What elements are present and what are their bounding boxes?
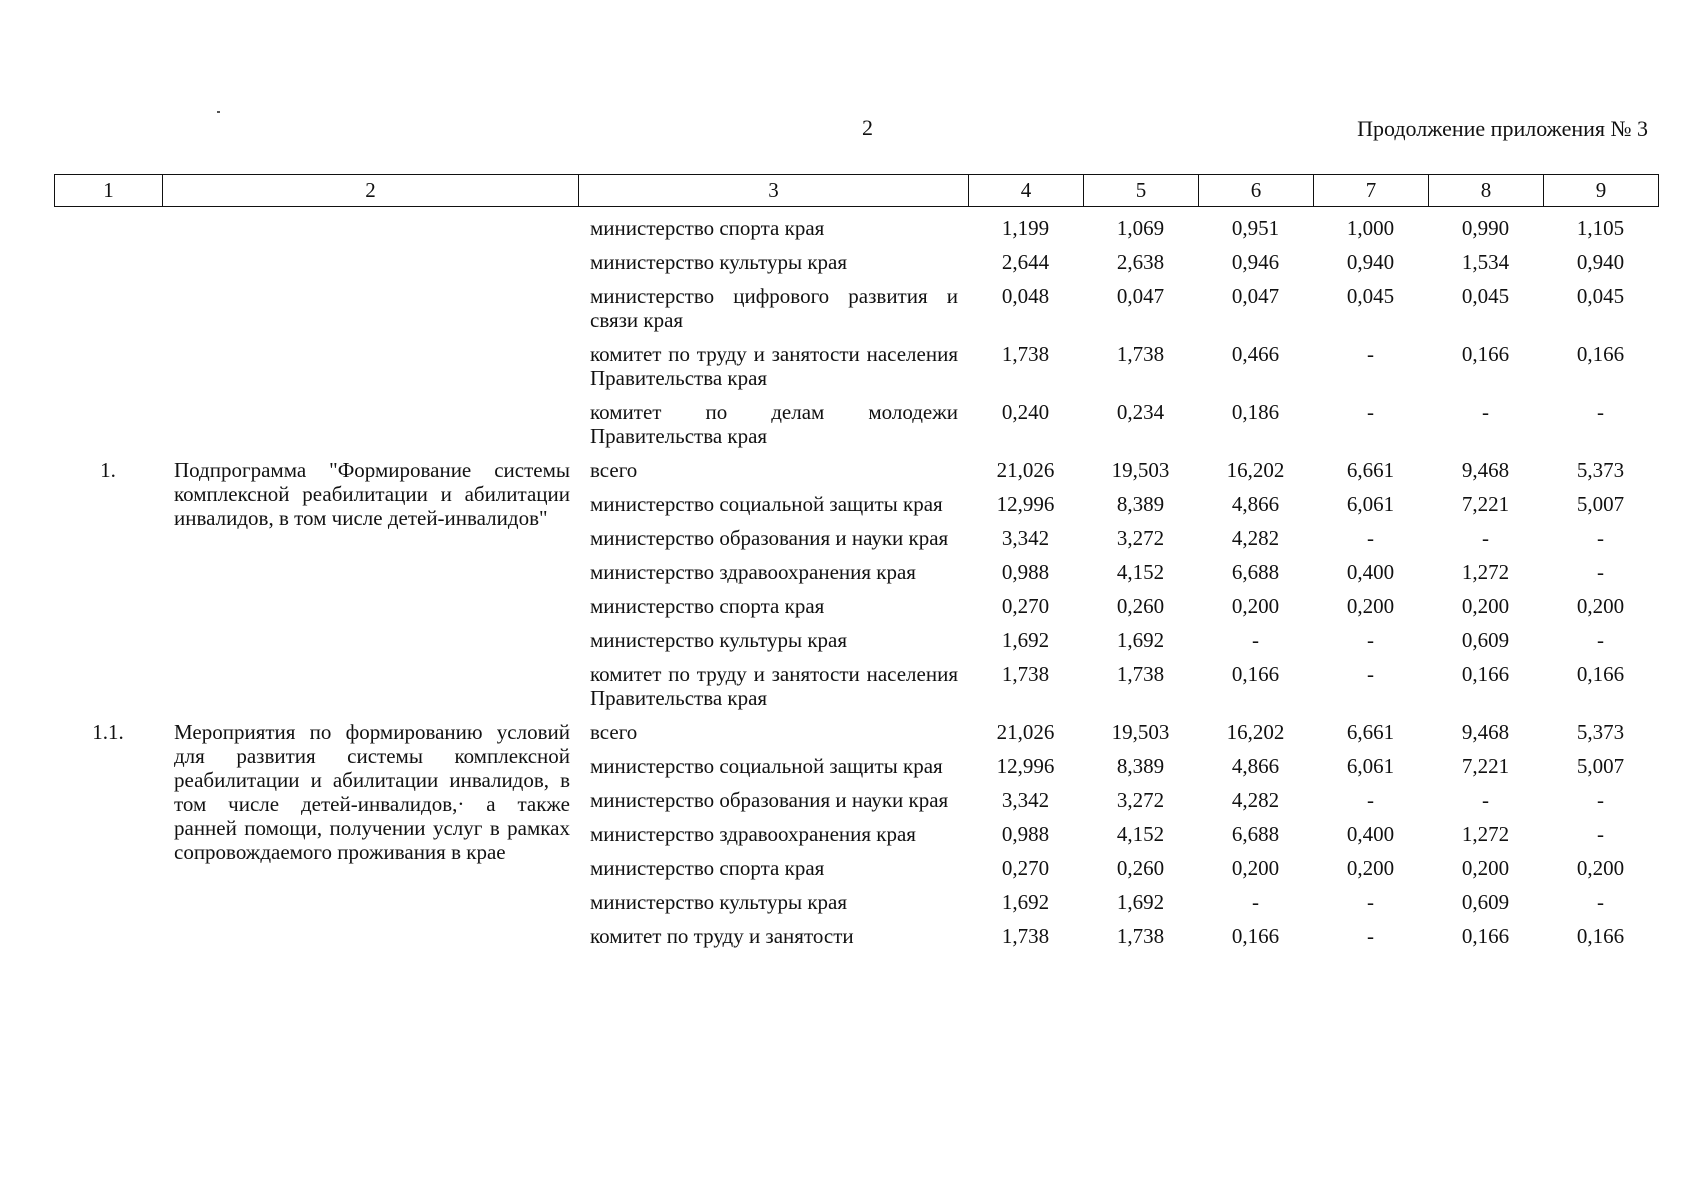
agency-name: министерство здравоохранения края <box>590 560 916 584</box>
program-name: Подпрограмма "Формирование системы комплексной реабилитации и абилитации инвалидов, в том числе детей-инвалидов" <box>174 458 570 530</box>
value-cell: 3,342 <box>1001 788 1050 812</box>
value-cell: 0,045 <box>1461 284 1510 308</box>
value-cell: 0,166 <box>1231 662 1280 686</box>
value-cell: - <box>1597 788 1604 812</box>
value-cell: 5,007 <box>1576 754 1625 778</box>
value-cell: - <box>1597 560 1604 584</box>
table-row <box>54 338 1658 396</box>
value-cell: 21,026 <box>996 458 1055 482</box>
agency-name: министерство социальной защиты края <box>590 754 943 778</box>
value-cell: - <box>1367 924 1374 948</box>
value-cell: 8,389 <box>1116 492 1165 516</box>
value-cell: 1,692 <box>1001 890 1050 914</box>
value-cell: - <box>1597 628 1604 652</box>
value-cell: 5,373 <box>1576 720 1625 744</box>
table-row <box>54 396 1658 454</box>
value-cell: 0,200 <box>1576 594 1625 618</box>
value-cell: 4,282 <box>1231 526 1280 550</box>
item-number <box>54 338 162 396</box>
header-cell: 4 <box>969 175 1084 207</box>
header-cell: 9 <box>1544 175 1659 207</box>
page-number: 2 <box>862 115 873 140</box>
value-cell: 0,988 <box>1001 822 1050 846</box>
header-cell: 2 <box>163 175 579 207</box>
agency-name: министерство цифрового развития и связи края <box>590 284 958 332</box>
value-cell: 0,047 <box>1116 284 1165 308</box>
value-cell: 1,534 <box>1461 250 1510 274</box>
value-cell: 0,166 <box>1576 924 1625 948</box>
agency-name: комитет по труду и занятости населения Правительства края <box>590 662 958 710</box>
value-cell: 0,988 <box>1001 560 1050 584</box>
value-cell: 1,738 <box>1001 342 1050 366</box>
value-cell: 0,940 <box>1576 250 1625 274</box>
value-cell: 0,260 <box>1116 594 1165 618</box>
continuation-label: Продолжение приложения № 3 <box>1357 116 1648 141</box>
program-name <box>162 212 578 246</box>
value-cell: 0,048 <box>1001 284 1050 308</box>
table-row <box>54 716 1658 750</box>
item-number <box>54 246 162 280</box>
column-number-header <box>54 174 1659 207</box>
value-cell: 9,468 <box>1461 720 1510 744</box>
table-row <box>54 454 1658 488</box>
value-cell: - <box>1367 628 1374 652</box>
value-cell: - <box>1252 628 1259 652</box>
agency-name: министерство спорта края <box>590 594 825 618</box>
item-number <box>54 212 162 246</box>
header-cell: 3 <box>579 175 969 207</box>
agency-name: комитет по труду и занятости населения Правительства края <box>590 342 958 390</box>
value-cell: 0,609 <box>1461 628 1510 652</box>
value-cell: 3,342 <box>1001 526 1050 550</box>
value-cell: 0,609 <box>1461 890 1510 914</box>
value-cell: 0,166 <box>1461 342 1510 366</box>
value-cell: 0,234 <box>1116 400 1165 424</box>
value-cell: 5,007 <box>1576 492 1625 516</box>
value-cell: 0,270 <box>1001 594 1050 618</box>
value-cell: 8,389 <box>1116 754 1165 778</box>
value-cell: 16,202 <box>1226 720 1285 744</box>
value-cell: 6,661 <box>1346 458 1395 482</box>
value-cell: 0,166 <box>1461 662 1510 686</box>
value-cell: 19,503 <box>1111 720 1170 744</box>
value-cell: 1,738 <box>1116 662 1165 686</box>
agency-name: министерство образования и науки края <box>590 788 949 812</box>
value-cell: - <box>1597 822 1604 846</box>
value-cell: 4,866 <box>1231 754 1280 778</box>
value-cell: 1,105 <box>1576 216 1625 240</box>
value-cell: 0,990 <box>1461 216 1510 240</box>
agency-name: министерство здравоохранения края <box>590 822 916 846</box>
value-cell: 0,200 <box>1231 594 1280 618</box>
item-number <box>54 396 162 454</box>
agency-name: министерство культуры края <box>590 890 848 914</box>
value-cell: 1,738 <box>1001 662 1050 686</box>
table-row <box>54 212 1658 246</box>
scan-speck <box>217 111 220 113</box>
value-cell: 0,260 <box>1116 856 1165 880</box>
value-cell: 0,200 <box>1461 856 1510 880</box>
value-cell: 21,026 <box>996 720 1055 744</box>
value-cell: - <box>1252 890 1259 914</box>
value-cell: 0,166 <box>1576 342 1625 366</box>
value-cell: 1,000 <box>1346 216 1395 240</box>
value-cell: 5,373 <box>1576 458 1625 482</box>
value-cell: 2,644 <box>1001 250 1050 274</box>
table-row <box>54 280 1658 338</box>
agency-name: комитет по делам молодежи Правительства края <box>590 400 958 448</box>
value-cell: 1,738 <box>1001 924 1050 948</box>
value-cell: 1,692 <box>1116 890 1165 914</box>
value-cell: 0,200 <box>1346 594 1395 618</box>
agency-name: министерство культуры края <box>590 250 848 274</box>
program-name <box>162 396 578 454</box>
program-name <box>162 280 578 338</box>
agency-name: всего <box>590 720 638 744</box>
value-cell: 16,202 <box>1226 458 1285 482</box>
value-cell: - <box>1597 526 1604 550</box>
value-cell: 0,047 <box>1231 284 1280 308</box>
item-number <box>54 280 162 338</box>
value-cell: 6,061 <box>1346 492 1395 516</box>
value-cell: - <box>1482 400 1489 424</box>
value-cell: 0,200 <box>1576 856 1625 880</box>
value-cell: 0,270 <box>1001 856 1050 880</box>
value-cell: 1,272 <box>1461 822 1510 846</box>
value-cell: 6,688 <box>1231 822 1280 846</box>
value-cell: - <box>1597 890 1604 914</box>
value-cell: 0,240 <box>1001 400 1050 424</box>
value-cell: 1,199 <box>1001 216 1050 240</box>
value-cell: - <box>1367 662 1374 686</box>
value-cell: 0,200 <box>1461 594 1510 618</box>
value-cell: 12,996 <box>996 754 1055 778</box>
agency-name: министерство социальной защиты края <box>590 492 943 516</box>
item-number: 1. <box>100 458 116 482</box>
value-cell: 1,692 <box>1116 628 1165 652</box>
value-cell: 7,221 <box>1461 754 1510 778</box>
agency-name: министерство спорта края <box>590 856 825 880</box>
value-cell: 0,200 <box>1231 856 1280 880</box>
value-cell: - <box>1367 400 1374 424</box>
header-cell: 6 <box>1199 175 1314 207</box>
value-cell: 0,400 <box>1346 822 1395 846</box>
agency-name: министерство образования и науки края <box>590 526 949 550</box>
value-cell: - <box>1367 342 1374 366</box>
agency-name: всего <box>590 458 638 482</box>
value-cell: - <box>1367 788 1374 812</box>
value-cell: 0,946 <box>1231 250 1280 274</box>
agency-name: министерство спорта края <box>590 216 825 240</box>
value-cell: - <box>1597 400 1604 424</box>
value-cell: 4,152 <box>1116 822 1165 846</box>
program-name <box>162 338 578 396</box>
value-cell: 3,272 <box>1116 788 1165 812</box>
value-cell: 0,951 <box>1231 216 1280 240</box>
value-cell: 0,466 <box>1231 342 1280 366</box>
value-cell: 9,468 <box>1461 458 1510 482</box>
value-cell: 1,069 <box>1116 216 1165 240</box>
program-name: Мероприятия по формированию условий для развития системы комплексной реабилитации и абилитации инвалидов, в том числе детей-инвалидов,· а также ранней помощи, получении услуг в рамках сопровождаемого проживания в крае <box>174 720 570 864</box>
value-cell: 0,200 <box>1346 856 1395 880</box>
value-cell: 19,503 <box>1111 458 1170 482</box>
value-cell: 12,996 <box>996 492 1055 516</box>
value-cell: 1,738 <box>1116 342 1165 366</box>
value-cell: 0,400 <box>1346 560 1395 584</box>
value-cell: 4,282 <box>1231 788 1280 812</box>
value-cell: 0,166 <box>1576 662 1625 686</box>
value-cell: 6,688 <box>1231 560 1280 584</box>
agency-name: министерство культуры края <box>590 628 848 652</box>
value-cell: 0,186 <box>1231 400 1280 424</box>
value-cell: 3,272 <box>1116 526 1165 550</box>
value-cell: 1,692 <box>1001 628 1050 652</box>
value-cell: 6,661 <box>1346 720 1395 744</box>
header-cell: 1 <box>55 175 163 207</box>
value-cell: - <box>1482 526 1489 550</box>
value-cell: - <box>1367 526 1374 550</box>
funding-table <box>54 212 1658 954</box>
program-name <box>162 246 578 280</box>
value-cell: 7,221 <box>1461 492 1510 516</box>
agency-name: комитет по труду и занятости <box>590 924 854 948</box>
value-cell: 4,866 <box>1231 492 1280 516</box>
table-row <box>54 246 1658 280</box>
value-cell: - <box>1482 788 1489 812</box>
item-number: 1.1. <box>92 720 124 744</box>
header-cell: 5 <box>1084 175 1199 207</box>
value-cell: 1,738 <box>1116 924 1165 948</box>
value-cell: 1,272 <box>1461 560 1510 584</box>
header-cell: 8 <box>1429 175 1544 207</box>
value-cell: 6,061 <box>1346 754 1395 778</box>
value-cell: 0,045 <box>1346 284 1395 308</box>
value-cell: 0,045 <box>1576 284 1625 308</box>
header-row <box>55 175 1659 207</box>
value-cell: 2,638 <box>1116 250 1165 274</box>
value-cell: 0,940 <box>1346 250 1395 274</box>
header-cell: 7 <box>1314 175 1429 207</box>
value-cell: - <box>1367 890 1374 914</box>
value-cell: 4,152 <box>1116 560 1165 584</box>
value-cell: 0,166 <box>1461 924 1510 948</box>
value-cell: 0,166 <box>1231 924 1280 948</box>
